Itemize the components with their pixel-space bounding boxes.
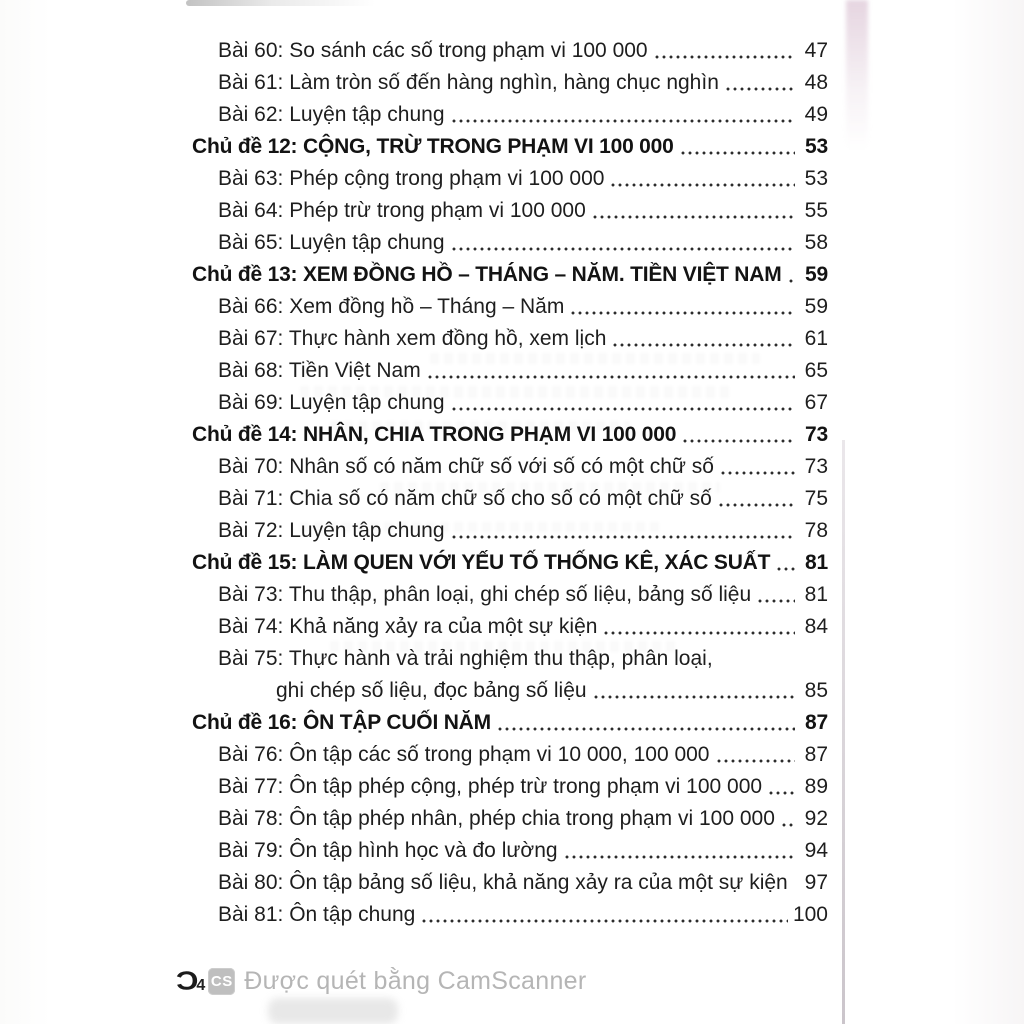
toc-entry-label: Bài 80: Ôn tập bảng số liệu, khả năng xảy ra của một sự kiện: [218, 871, 788, 894]
toc-entry-label: Chủ đề 16: ÔN TẬP CUỐI NĂM: [192, 711, 491, 734]
toc-entry-label: Bài 60: So sánh các số trong phạm vi 100 000: [218, 39, 648, 62]
page-number: 94: [804, 839, 828, 862]
dot-leader: [452, 406, 795, 412]
dot-leader: [428, 374, 795, 380]
toc-entry-label: Bài 62: Luyện tập chung: [218, 103, 445, 126]
toc-chapter-row: [192, 712, 828, 734]
page-number: 47: [804, 39, 828, 62]
toc-entry-label: Bài 74: Khả năng xảy ra của một sự kiện: [218, 615, 598, 638]
dot-leader: [719, 502, 795, 508]
toc-entry-label: Bài 79: Ôn tập hình học và đo lường: [218, 839, 558, 862]
toc-lesson-row: [192, 360, 828, 382]
toc-lesson-row: [192, 456, 828, 478]
dot-leader: [655, 54, 795, 60]
scanner-footer: [176, 963, 587, 999]
page-number: 49: [804, 103, 828, 126]
toc-entry-label: Bài 61: Làm tròn số đến hàng nghìn, hàng chục nghìn: [218, 71, 719, 94]
toc-entry-label: Bài 64: Phép trừ trong phạm vi 100 000: [218, 199, 586, 222]
toc-lesson-row: [192, 872, 828, 894]
page-number: 81: [804, 583, 828, 606]
scan-smudge-artifact: [186, 0, 376, 6]
page-number: 89: [804, 775, 828, 798]
page-number: 65: [804, 359, 828, 382]
page-edge-line: [842, 440, 845, 1024]
page-number: 48: [804, 71, 828, 94]
toc-entry-label: Bài 72: Luyện tập chung: [218, 519, 445, 542]
toc-lesson-row: [192, 840, 828, 862]
camscanner-watermark: Được quét bằng CamScanner: [244, 966, 587, 995]
dot-leader: [422, 918, 788, 924]
dot-leader: [721, 470, 795, 476]
dot-leader: [604, 630, 795, 636]
dot-leader: [681, 150, 795, 156]
book-footer-mark-digit: 4: [196, 977, 206, 994]
dot-leader: [611, 182, 795, 188]
page-number: 53: [804, 167, 828, 190]
toc-lesson-row: [192, 520, 828, 542]
page-number: 85: [804, 679, 828, 702]
page-number: 67: [804, 391, 828, 414]
page-number: 100: [792, 903, 828, 926]
toc-chapter-row: [192, 264, 828, 286]
page-number: 61: [804, 327, 828, 350]
toc-lesson-row: [192, 72, 828, 94]
toc-entry-label: Bài 69: Luyện tập chung: [218, 391, 445, 414]
table-of-contents: [192, 40, 828, 936]
toc-lesson-row: [192, 104, 828, 126]
toc-entry-label: Chủ đề 12: CỘNG, TRỪ TRONG PHẠM VI 100 000: [192, 135, 674, 158]
toc-entry-label: Bài 68: Tiền Việt Nam: [218, 359, 421, 382]
toc-lesson-row: [192, 616, 828, 638]
toc-lesson-row: [192, 328, 828, 350]
dot-leader: [777, 566, 795, 572]
toc-lesson-row: [192, 40, 828, 62]
toc-chapter-row: [192, 552, 828, 574]
book-footer-mark: Ɔ: [176, 965, 199, 996]
dot-leader: [452, 246, 795, 252]
toc-lesson-row: [192, 904, 828, 926]
toc-lesson-row: [192, 392, 828, 414]
page-number: 53: [805, 135, 828, 158]
page-number: 73: [805, 423, 828, 446]
dot-leader: [683, 438, 795, 444]
page-number: 87: [804, 743, 828, 766]
toc-entry-label-continued: ghi chép số liệu, đọc bảng số liệu: [276, 679, 587, 702]
toc-entry-line: [218, 648, 828, 670]
page-number: 59: [805, 263, 828, 286]
page-number: 84: [804, 615, 828, 638]
page-number: 58: [804, 231, 828, 254]
page-number: 97: [804, 871, 828, 894]
scan-smudge-artifact: [268, 998, 398, 1024]
toc-entry-label: Chủ đề 15: LÀM QUEN VỚI YẾU TỐ THỐNG KÊ, XÁC SUẤT: [192, 551, 771, 574]
page-number: 59: [804, 295, 828, 318]
toc-entry-label: Chủ đề 14: NHÂN, CHIA TRONG PHẠM VI 100 000: [192, 423, 677, 446]
toc-entry-label: Bài 66: Xem đồng hồ – Tháng – Năm: [218, 295, 565, 318]
page-number: 75: [804, 487, 828, 510]
toc-lesson-row: [192, 808, 828, 830]
dot-leader: [769, 790, 795, 796]
toc-entry-label: Bài 65: Luyện tập chung: [218, 231, 445, 254]
toc-entry-label: Bài 63: Phép cộng trong phạm vi 100 000: [218, 167, 605, 190]
dot-leader: [594, 694, 795, 700]
toc-entry-label: Bài 81: Ôn tập chung: [218, 903, 416, 926]
toc-entry-label: Chủ đề 13: XEM ĐỒNG HỒ – THÁNG – NĂM. TIỀN VIỆT NAM: [192, 263, 782, 286]
dot-leader: [593, 214, 795, 220]
dot-leader: [452, 534, 795, 540]
page-number: 81: [805, 551, 828, 574]
toc-entry-label: Bài 77: Ôn tập phép cộng, phép trừ trong phạm vi 100 000: [218, 775, 763, 798]
toc-entry-label: Bài 76: Ôn tập các số trong phạm vi 10 000, 100 000: [218, 743, 710, 766]
toc-entry-label: Bài 71: Chia số có năm chữ số cho số có một chữ số: [218, 487, 712, 510]
dot-leader: [717, 758, 796, 764]
toc-lesson-row: [192, 648, 828, 702]
dot-leader: [613, 342, 795, 348]
dot-leader: [789, 278, 795, 284]
dot-leader: [571, 310, 795, 316]
toc-chapter-row: [192, 424, 828, 446]
toc-lesson-row: [192, 776, 828, 798]
toc-chapter-row: [192, 136, 828, 158]
page-number: 73: [804, 455, 828, 478]
toc-lesson-row: [192, 200, 828, 222]
dot-leader: [782, 822, 795, 828]
toc-entry-label: Bài 73: Thu thập, phân loại, ghi chép số liệu, bảng số liệu: [218, 583, 752, 606]
toc-entry-line: [218, 680, 828, 702]
toc-lesson-row: [192, 488, 828, 510]
toc-lesson-row: [192, 296, 828, 318]
scan-streak-artifact: [846, 0, 868, 150]
page-number: 78: [804, 519, 828, 542]
toc-entry-label: Bài 67: Thực hành xem đồng hồ, xem lịch: [218, 327, 607, 350]
page-number: 55: [804, 199, 828, 222]
page-number: 87: [805, 711, 828, 734]
toc-lesson-row: [192, 584, 828, 606]
toc-entry-label: Bài 70: Nhân số có năm chữ số với số có một chữ số: [218, 455, 714, 478]
dot-leader: [565, 854, 795, 860]
dot-leader: [498, 726, 795, 732]
dot-leader: [726, 86, 795, 92]
toc-entry-label: Bài 78: Ôn tập phép nhân, phép chia trong phạm vi 100 000: [218, 807, 775, 830]
toc-entry-label: Bài 75: Thực hành và trải nghiệm thu thập, phân loại,: [218, 647, 713, 670]
dot-leader: [758, 598, 795, 604]
toc-lesson-row: [192, 168, 828, 190]
toc-lesson-row: [192, 744, 828, 766]
page-number: 92: [804, 807, 828, 830]
dot-leader: [452, 118, 795, 124]
camscanner-icon: CS: [208, 968, 235, 995]
toc-lesson-row: [192, 232, 828, 254]
